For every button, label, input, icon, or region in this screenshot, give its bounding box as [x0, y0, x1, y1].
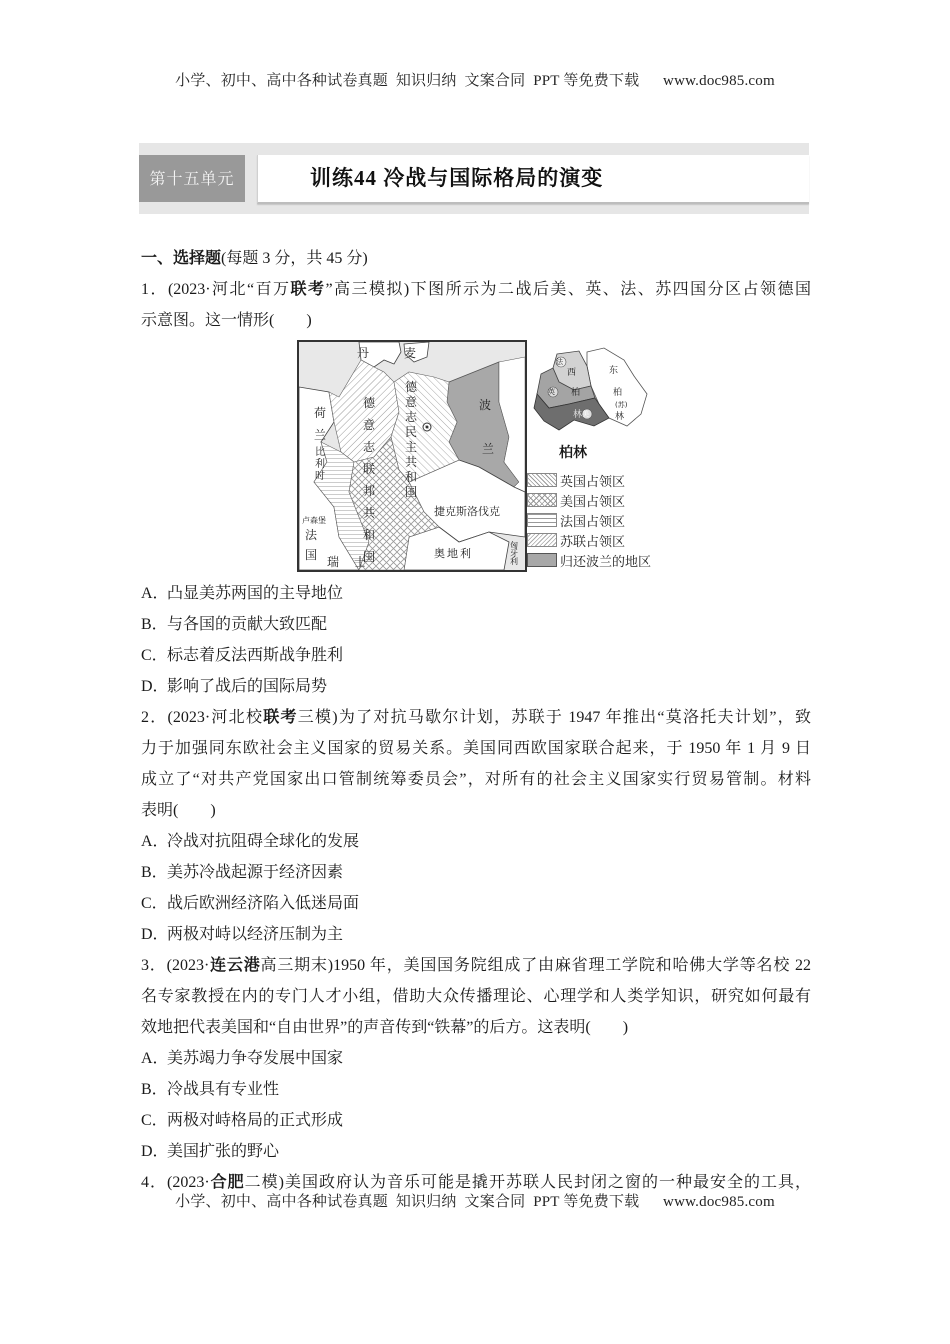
map-label-switzerland: 士	[354, 555, 367, 569]
option-letter: A．	[141, 585, 169, 602]
option-letter: D．	[141, 678, 169, 695]
berlin-east-label: (苏)	[615, 401, 628, 409]
document-body	[141, 243, 811, 1198]
option-letter: A．	[141, 1050, 169, 1067]
germany-occupation-map-figure	[297, 340, 657, 572]
option-letter: D．	[141, 1143, 169, 1160]
berlin-west-label: 林	[573, 410, 583, 420]
option-c[interactable]	[141, 1105, 811, 1136]
option-text: 美苏竭力争夺发展中国家	[167, 1050, 344, 1067]
berlin-west-label: 西	[567, 368, 577, 378]
option-text: 标志着反法西斯战争胜利	[167, 647, 344, 664]
option-letter: B．	[141, 1081, 168, 1098]
map-label-poland: 兰	[482, 442, 495, 456]
section-note: (每题 3 分，共 45 分)	[221, 250, 368, 267]
legend-swatch	[527, 533, 557, 547]
legend-item-pl	[527, 550, 651, 570]
question-text: 下图所示为二战后美、英、法、苏四国分区占领德国	[409, 281, 811, 298]
question-source: (2023·河北校	[167, 709, 264, 726]
berlin-uk-label: 英	[548, 388, 555, 396]
question-3	[141, 950, 811, 1167]
question-stem-line	[141, 702, 811, 733]
option-letter: B．	[141, 864, 168, 881]
map-label-france: 法国	[304, 528, 317, 562]
option-a[interactable]	[141, 578, 811, 609]
option-text: 美苏冷战起源于经济因素	[167, 864, 344, 881]
option-text: 冷战对抗阻碍全球化的发展	[167, 833, 360, 850]
question-stem-line: 效地把代表美国和“自由世界”的声音传到“铁幕”的后方。这表明( )	[141, 1019, 629, 1036]
berlin-fr-label: 法	[556, 358, 563, 366]
question-source: (2023·河北“百万	[167, 281, 291, 298]
question-stem-line: 成立了“对共产党国家出口管制统筹委员会”，对所有的社会主义国家实行贸易管制。材料	[141, 771, 811, 788]
berlin-east-label: 柏	[613, 388, 623, 398]
berlin-west-label: 柏	[571, 388, 581, 398]
option-b[interactable]	[141, 1074, 811, 1105]
map-label-czechoslovakia: 捷克斯洛伐克	[434, 505, 500, 518]
legend-label: 归还波兰的地区	[560, 553, 652, 569]
section-title	[141, 243, 811, 274]
option-text: 凸显美苏两国的主导地位	[167, 585, 344, 602]
option-letter: C．	[141, 1112, 168, 1129]
question-source-bold: 连云港	[209, 957, 261, 974]
option-d[interactable]	[141, 919, 811, 950]
option-letter: B．	[141, 616, 168, 633]
map-label-denmark: 丹	[357, 346, 370, 360]
question-source: 三模)	[297, 709, 338, 726]
map-label-netherlands: 荷兰	[313, 406, 326, 442]
question-number: 1．	[141, 281, 168, 298]
question-source-bold: 联考	[290, 281, 326, 298]
option-b[interactable]	[141, 857, 811, 888]
option-letter: C．	[141, 647, 168, 664]
option-letter: C．	[141, 895, 168, 912]
unit-tag: 第十五单元	[139, 155, 245, 202]
page-title: 训练44 冷战与国际格局的演变	[310, 166, 604, 190]
question-number: 3．	[141, 957, 167, 974]
question-text: 为了对抗马歇尔计划，苏联于 1947 年推出“莫洛托夫计划”，致	[337, 709, 811, 726]
question-number: 4．	[141, 1174, 167, 1191]
question-stem-line	[141, 950, 811, 981]
option-b[interactable]	[141, 609, 811, 640]
germany-map	[297, 340, 527, 572]
question-source: (2023·	[166, 957, 210, 974]
question-source: (2023·	[167, 1174, 210, 1191]
legend-swatch	[527, 473, 557, 487]
option-a[interactable]	[141, 826, 811, 857]
question-text: 1950 年，美国国务院组成了由麻省理工学院和哈佛大学等名校 22	[333, 957, 811, 974]
option-text: 战后欧洲经济陷入低迷局面	[167, 895, 360, 912]
berlin-us-label: 美	[582, 410, 589, 418]
section-title-text: 一、选择题	[141, 250, 222, 267]
map-label-belgium: 比利时	[315, 447, 325, 482]
berlin-east-label: 林	[615, 412, 625, 422]
legend-label: 英国占领区	[560, 473, 626, 489]
option-a[interactable]	[141, 1043, 811, 1074]
question-stem-line: 示意图。这一情形( )	[141, 312, 312, 329]
option-d[interactable]	[141, 1136, 811, 1167]
option-text: 两极对峙格局的正式形成	[167, 1112, 344, 1129]
map-legend	[527, 470, 651, 570]
question-1	[141, 274, 811, 702]
berlin-title: 柏林	[559, 445, 587, 461]
unit-header-bar	[139, 143, 809, 214]
question-source: 高三期末)	[260, 957, 334, 974]
question-source-bold: 合肥	[209, 1174, 245, 1191]
legend-swatch	[527, 493, 557, 507]
legend-swatch	[527, 553, 557, 567]
legend-item-fr	[527, 510, 651, 530]
legend-label: 美国占领区	[560, 493, 626, 509]
map-label-gdr: 德意志民主共和国	[404, 380, 417, 499]
map-label-luxembourg: 卢森堡	[302, 516, 326, 525]
option-text: 影响了战后的国际局势	[167, 678, 328, 695]
footer-watermark: 小学、初中、高中各种试卷真题 知识归纳 文案合同 PPT 等免费下载 www.doc985.com	[175, 1194, 775, 1210]
option-c[interactable]	[141, 888, 811, 919]
question-2	[141, 702, 811, 950]
option-text: 与各国的贡献大致匹配	[167, 616, 328, 633]
option-c[interactable]	[141, 640, 811, 671]
map-label-hungary: 匈牙利	[510, 541, 518, 566]
map-label-denmark: 麦	[404, 346, 417, 360]
question-text: 美国政府认为音乐可能是撬开苏联人民封闭之窗的一种最安全的工具，	[283, 1174, 811, 1191]
question-source-bold: 联考	[263, 709, 298, 726]
map-label-frg: 德意志联邦共和国	[362, 396, 375, 564]
option-text: 冷战具有专业性	[167, 1081, 280, 1098]
question-stem-line: 表明( )	[141, 802, 216, 819]
option-letter: A．	[141, 833, 169, 850]
question-stem-line: 力于加强同东欧社会主义国家的贸易关系。美国同西欧国家联合起来，于 1950 年 1 月 9 日	[141, 740, 811, 757]
option-text: 美国扩张的野心	[167, 1143, 280, 1160]
question-stem-line: 名专家教授在内的专门人才小组，借助大众传播理论、心理学和人类学知识，研究如何最有	[141, 988, 811, 1005]
legend-item-uk	[527, 470, 651, 490]
map-label-switzerland: 瑞	[327, 555, 340, 569]
legend-item-us	[527, 490, 651, 510]
map-label-austria: 奥地利	[434, 547, 473, 560]
question-source: ”高三模拟)	[325, 281, 410, 298]
option-text: 两极对峙以经济压制为主	[167, 926, 344, 943]
option-d[interactable]	[141, 671, 811, 702]
berlin-east-label: 东	[609, 366, 619, 376]
option-letter: D．	[141, 926, 169, 943]
map-label-poland: 波	[479, 398, 492, 412]
berlin-inset-map	[529, 346, 651, 436]
question-number: 2．	[141, 709, 168, 726]
header-watermark: 小学、初中、高中各种试卷真题 知识归纳 文案合同 PPT 等免费下载 www.doc985.com	[175, 73, 775, 89]
legend-label: 苏联占领区	[560, 533, 626, 549]
question-stem-line	[141, 274, 811, 305]
legend-item-su	[527, 530, 651, 550]
legend-label: 法国占领区	[560, 513, 626, 529]
unit-title-box	[257, 155, 809, 204]
legend-swatch	[527, 513, 557, 527]
question-source: 二模)	[244, 1174, 284, 1191]
